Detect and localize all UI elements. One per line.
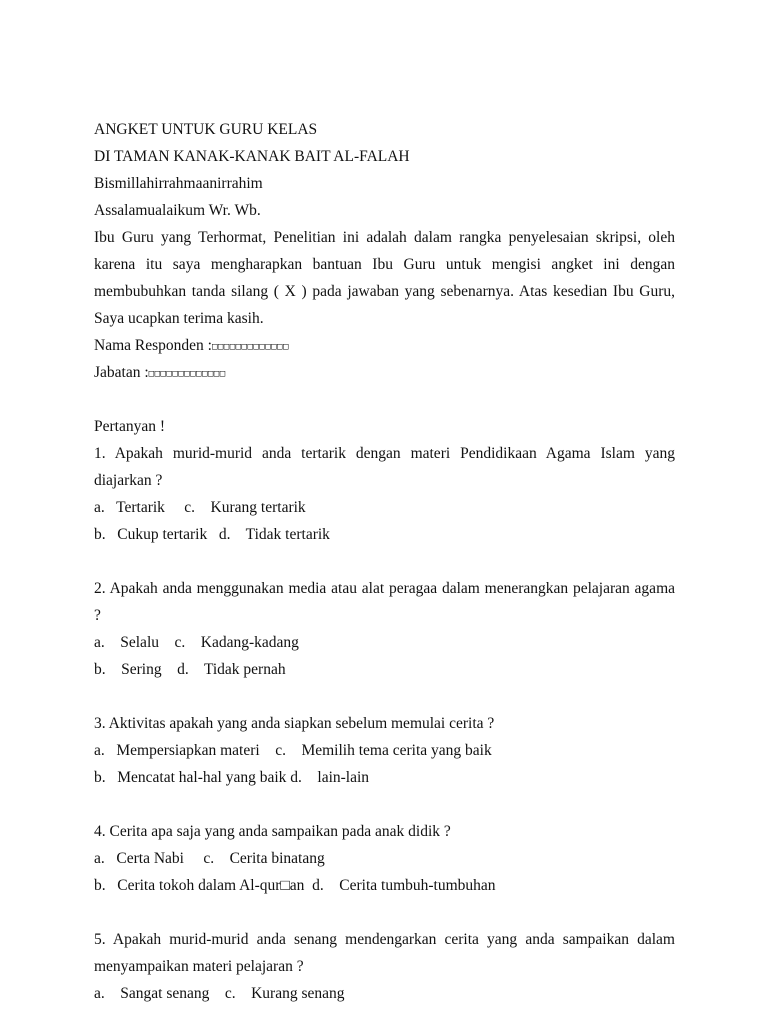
- question-2-options-row-1: a. Selalu c. Kadang-kadang: [94, 634, 299, 651]
- questionnaire-page: [94, 116, 675, 1007]
- spacer: [94, 386, 675, 413]
- question-2-options-row-2: b. Sering d. Tidak pernah: [94, 661, 286, 678]
- question-1-options-row-2: b. Cukup tertarik d. Tidak tertarik: [94, 526, 330, 543]
- respondent-name-blank: □□□□□□□□□□□□□: [211, 342, 289, 352]
- title-line-2: DI TAMAN KANAK-KANAK BAIT AL-FALAH: [94, 148, 410, 165]
- question-3-options-row-1: a. Mempersiapkan materi c. Memilih tema cerita yang baik: [94, 742, 492, 759]
- position-field: [94, 359, 675, 386]
- question-1-options-row-1: a. Tertarik c. Kurang tertarik: [94, 499, 306, 516]
- question-2-text: 2. Apakah anda menggunakan media atau alat peragaa dalam menerangkan pelajaran agama ?: [94, 580, 675, 624]
- basmalah: Bismillahirrahmaanirrahim: [94, 175, 263, 192]
- intro-paragraph: Ibu Guru yang Terhormat, Penelitian ini adalah dalam rangka penyelesaian skripsi, oleh karena itu saya mengharapkan bantuan Ibu Guru untuk mengisi angket ini dengan membubuhkan tanda silang ( X ) pada jawaban yang sebenarnya. Atas kesedian Ibu Guru, Saya ucapkan terima kasih.: [94, 229, 675, 327]
- question-3-options-row-2: b. Mencatat hal-hal yang baik d. lain-lain: [94, 769, 370, 786]
- question-4-options-row-1: a. Certa Nabi c. Cerita binatang: [94, 850, 325, 867]
- question-4-text: 4. Cerita apa saja yang anda sampaikan pada anak didik ?: [94, 823, 451, 840]
- position-blank: □□□□□□□□□□□□□: [148, 369, 226, 379]
- spacer: [94, 791, 675, 818]
- title-line-1: ANGKET UNTUK GURU KELAS: [94, 121, 318, 138]
- spacer: [94, 683, 675, 710]
- question-5-text: 5. Apakah murid-murid anda senang mendengarkan cerita yang anda sampaikan dalam menyampaikan materi pelajaran ?: [94, 931, 675, 975]
- respondent-name-label: Nama Responden :: [94, 337, 212, 354]
- question-4-options-row-2: b. Cerita tokoh dalam Al-qur□an d. Cerita tumbuh-tumbuhan: [94, 877, 496, 894]
- questions-heading: Pertanyan !: [94, 418, 166, 435]
- question-1-text: 1. Apakah murid-murid anda tertarik dengan materi Pendidikaan Agama Islam yang diajarkan ?: [94, 445, 675, 489]
- position-label: Jabatan :: [94, 364, 149, 381]
- spacer: [94, 899, 675, 926]
- question-5-options-row-1: a. Sangat senang c. Kurang senang: [94, 985, 345, 1002]
- respondent-name-field: [94, 332, 675, 359]
- spacer: [94, 548, 675, 575]
- greeting: Assalamualaikum Wr. Wb.: [94, 202, 261, 219]
- question-3-text: 3. Aktivitas apakah yang anda siapkan sebelum memulai cerita ?: [94, 715, 495, 732]
